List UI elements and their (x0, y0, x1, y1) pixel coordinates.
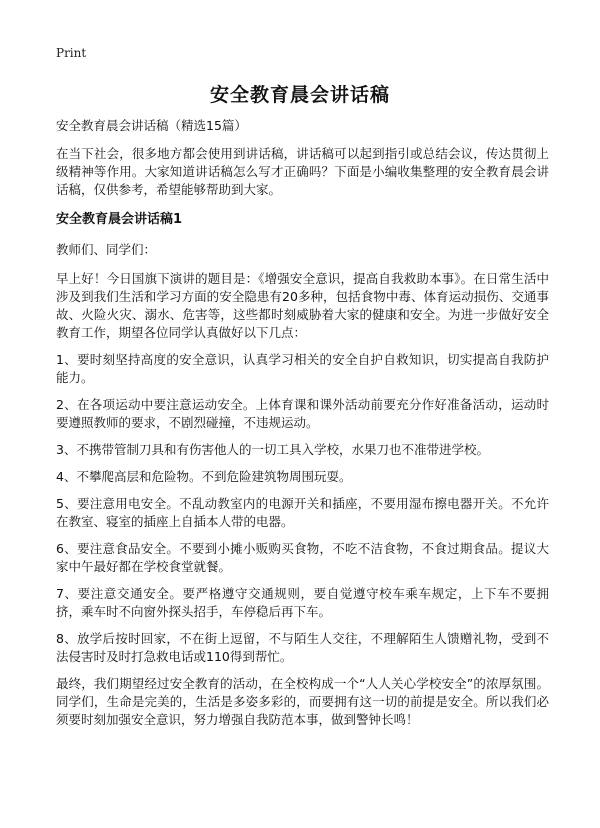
document-subtitle: 安全教育晨会讲话稿（精选15篇） (56, 118, 247, 133)
greeting-paragraph: 教师们、同学们： (56, 242, 157, 257)
list-item: 5、要注意用电安全。不乱动教室内的电源开关和插座，不要用湿布擦电器开关。不允许在教室、寝室的插座上自插本人带的电器。 (56, 496, 549, 529)
list-item: 2、在各项运动中要注意运动安全。上体育课和课外活动前要充分作好准备活动，运动时要遵照教师的要求，不剧烈碰撞，不违规运动。 (56, 397, 549, 430)
list-item: 8、放学后按时回家，不在街上逗留，不与陌生人交往，不理解陌生人馈赠礼物，受到不法侵害时及时打急救电话或110得到帮忙。 (56, 631, 549, 664)
document-body (56, 117, 549, 738)
list-item: 4、不攀爬高层和危险物。不到危险建筑物周围玩耍。 (56, 469, 352, 484)
opening-paragraph: 早上好！今日国旗下演讲的题目是：《增强安全意识，提高自我救助本事》。在日常生活中涉及到我们生活和学习方面的安全隐患有20多种，包括食物中毒、体育运动损伤、交通事故、火险火灾、溺水、危害等，这些都时刻威胁着大家的健康和安全。为进一步做好安全教育工作，期望各位同学认真做好以下几点： (56, 271, 549, 340)
intro-paragraph: 在当下社会，很多地方都会使用到讲话稿，讲话稿可以起到指引或总结会议，传达贯彻上级精神等作用。大家知道讲话稿怎么写才正确吗？下面是小编收集整理的安全教育晨会讲话稿，仅供参考，希望能够帮助到大家。 (56, 146, 549, 197)
list-item: 6、要注意食品安全。不要到小摊小贩购买食物，不吃不洁食物，不食过期食品。提议大家中午最好都在学校食堂就餐。 (56, 541, 549, 574)
print-link[interactable]: Print (56, 46, 87, 60)
list-item: 1、要时刻坚持高度的安全意识，认真学习相关的安全自护自救知识，切实提高自我防护能力。 (56, 352, 549, 385)
closing-paragraph: 最终，我们期望经过安全教育的活动，在全校构成一个“人人关心学校安全”的浓厚氛围。同学们，生命是完美的，生活是多姿多彩的，而要拥有这一切的前提是安全。所以我们必须要时刻加强安全意识，努力增强自我防范本事，做到警钟长鸣！ (56, 676, 549, 727)
page-title: 安全教育晨会讲话稿 (209, 84, 390, 106)
list-item: 7、要注意交通安全。要严格遵守交通规则，要自觉遵守校车乘车规定，上下车不要拥挤，乘车时不向窗外探头招手，车停稳后再下车。 (56, 586, 549, 619)
section-heading: 安全教育晨会讲话稿1 (56, 212, 183, 227)
list-item: 3、不携带管制刀具和有伤害他人的一切工具入学校，水果刀也不准带进学校。 (56, 442, 489, 457)
